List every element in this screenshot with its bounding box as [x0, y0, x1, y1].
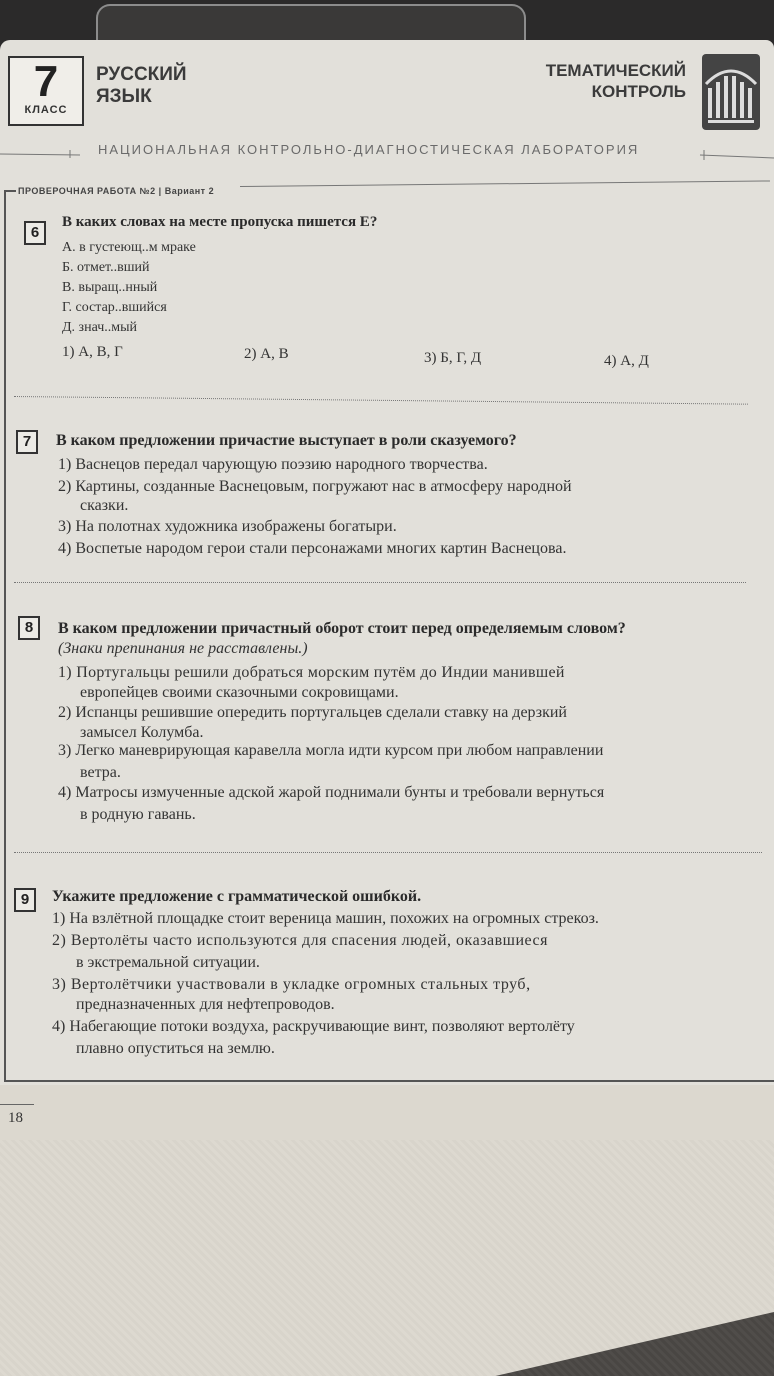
question-8-line-4: замысел Колумба.: [80, 724, 204, 741]
question-8-line-3: 2) Испанцы решившие опередить португальцев сделали ставку на дерзкий: [58, 704, 567, 721]
question-6-answer-1: 1) А, В, Г: [62, 344, 123, 360]
question-6-option-a: А. в густеющ..м мраке: [62, 240, 196, 255]
thematic-control-title: [546, 60, 686, 102]
question-7-line-4: 3) На полотнах художника изображены богатыри.: [58, 518, 397, 535]
question-9-line-6: 4) Набегающие потоки воздуха, раскручивающие винт, позволяют вертолёту: [52, 1018, 575, 1035]
question-8-number: 8: [18, 616, 40, 640]
question-9-number: 9: [14, 888, 36, 912]
subject-title: [96, 64, 187, 108]
question-6-answer-3: 3) Б, Г, Д: [424, 350, 482, 366]
question-9-line-1: 1) На взлётной площадке стоит вереница машин, похожих на огромных стрекоз.: [52, 910, 599, 927]
question-7-line-5: 4) Воспетые народом герои стали персонажами многих картин Васнецова.: [58, 540, 567, 557]
separator: [14, 582, 746, 583]
question-9-line-7: плавно опуститься на землю.: [76, 1040, 275, 1057]
question-7-line-3: сказки.: [80, 497, 129, 514]
question-9-line-3: в экстремальной ситуации.: [76, 954, 260, 971]
question-8-line-6: ветра.: [80, 764, 121, 781]
page-number: 18: [8, 1110, 23, 1126]
question-6-answer-4: 4) А, Д: [604, 353, 649, 369]
page-number-rule: [0, 1104, 34, 1105]
question-8-line-5: 3) Легко маневрирующая каравелла могла идти курсом при любом направлении: [58, 742, 604, 759]
work-header: ПРОВЕРОЧНАЯ РАБОТА №2 | Вариант 2: [18, 186, 215, 196]
frame-corner: [4, 190, 16, 192]
question-7-number: 7: [16, 430, 38, 454]
paper-texture: [0, 1140, 774, 1376]
question-6-number: 6: [24, 221, 46, 245]
lab-name: НАЦИОНАЛЬНАЯ КОНТРОЛЬНО-ДИАГНОСТИЧЕСКАЯ ЛАБОРАТОРИЯ: [94, 142, 643, 157]
question-6-option-b: Б. отмет..вший: [62, 260, 150, 275]
separator: [14, 852, 762, 853]
thematic-line-2: КОНТРОЛЬ: [591, 82, 686, 101]
publisher-logo-icon: [702, 54, 760, 130]
question-8-line-1: 1) Португальцы решили добраться морским путём до Индии манившей: [58, 664, 565, 681]
question-8-title: В каком предложении причастный оборот стоит перед определяемым словом?: [58, 620, 626, 637]
question-9-line-4: 3) Вертолётчики участвовали в укладке огромных стальных труб,: [52, 976, 531, 993]
question-9-line-5: предназначенных для нефтепроводов.: [76, 996, 335, 1013]
question-8-line-7: 4) Матросы измученные адской жарой поднимали бунты и требовали вернуться: [58, 784, 605, 801]
question-6-option-e: Д. знач..мый: [62, 320, 138, 335]
question-8-subtitle: (Знаки препинания не расставлены.): [58, 640, 308, 657]
thematic-line-1: ТЕМАТИЧЕСКИЙ: [545, 61, 686, 80]
question-6-title: В каких словах на месте пропуска пишется Е?: [62, 214, 378, 230]
question-7-line-2: 2) Картины, созданные Васнецовым, погружают нас в атмосферу народной: [58, 478, 572, 495]
question-9-title: Укажите предложение с грамматической ошибкой.: [52, 888, 422, 905]
subject-line-2: ЯЗЫК: [96, 86, 152, 107]
question-6-answer-2: 2) А, В: [244, 346, 289, 362]
grade-label: КЛАСС: [24, 104, 68, 116]
question-8-line-2: европейцев своими сказочными сокровищами.: [80, 684, 399, 701]
question-7-line-1: 1) Васнецов передал чарующую поэзию народного творчества.: [58, 456, 488, 473]
subject-line-1: РУССКИЙ: [96, 64, 187, 85]
question-6-option-c: В. выращ..нный: [62, 280, 158, 295]
question-7-title: В каком предложении причастие выступает в роли сказуемого?: [56, 432, 517, 449]
frame-left: [4, 190, 6, 1080]
question-6-option-d: Г. состар..вшийся: [62, 300, 167, 315]
frame-bottom: [4, 1080, 774, 1082]
question-9-line-2: 2) Вертолёты часто используются для спасения людей, оказавшиеся: [52, 932, 549, 949]
grade-number: 7: [33, 57, 59, 106]
workbook-page: [0, 40, 774, 1085]
question-8-line-8: в родную гавань.: [80, 806, 196, 823]
grade-box: [8, 56, 84, 126]
